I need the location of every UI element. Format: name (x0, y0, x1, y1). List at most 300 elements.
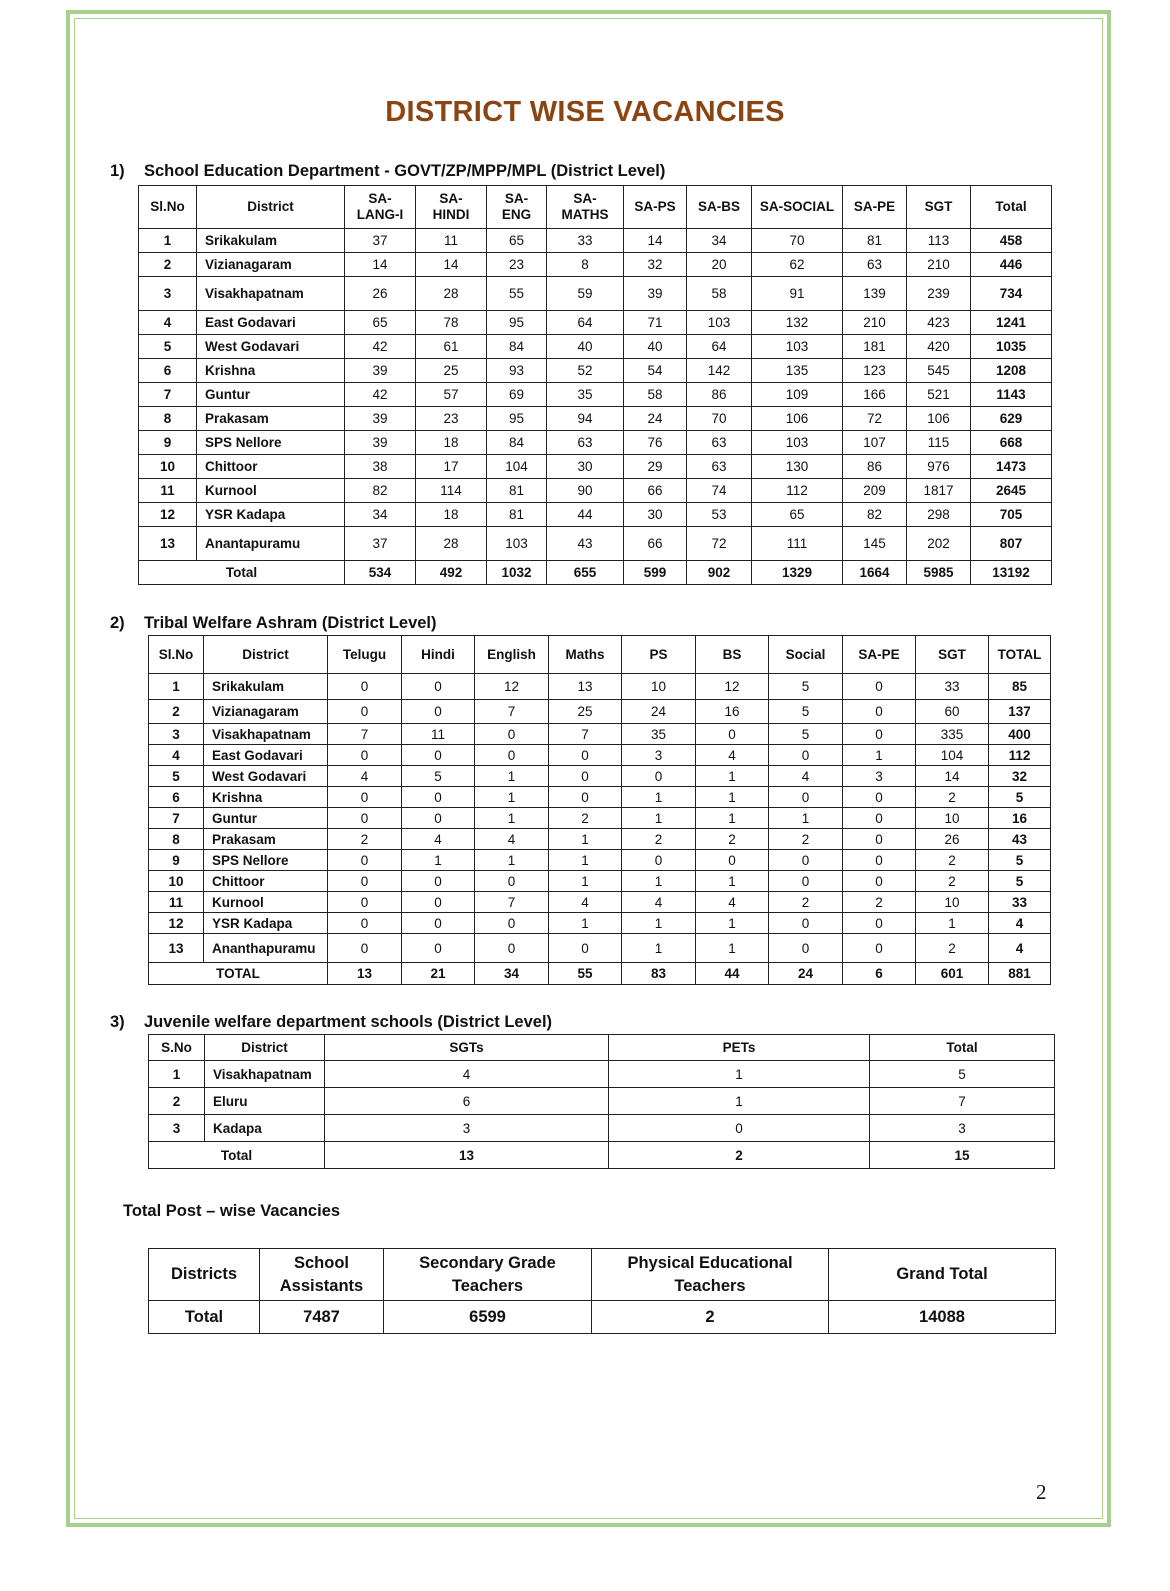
table-cell: 28 (416, 527, 487, 561)
table-cell: 39 (345, 431, 416, 455)
table-cell: 521 (907, 383, 971, 407)
table-cell: 103 (752, 431, 843, 455)
table-cell: 35 (622, 724, 696, 745)
table-cell: 4 (325, 1061, 609, 1088)
table-cell: 17 (416, 455, 487, 479)
table-cell: 3 (325, 1115, 609, 1142)
table-cell: 5 (139, 335, 197, 359)
table-cell: 85 (989, 674, 1051, 700)
total-cell: 24 (769, 963, 843, 985)
table-cell: 37 (345, 527, 416, 561)
table-cell: 545 (907, 359, 971, 383)
table-cell: 93 (487, 359, 547, 383)
total-cell: 492 (416, 561, 487, 585)
table-cell: 112 (989, 745, 1051, 766)
table-row (149, 892, 1051, 913)
table-row (139, 455, 1052, 479)
total-cell: 34 (475, 963, 549, 985)
total-label: Total (139, 561, 345, 585)
table-row (149, 724, 1051, 745)
district-cell: Kurnool (197, 479, 345, 503)
table-cell: 0 (696, 724, 769, 745)
table-cell: 1 (622, 787, 696, 808)
table-cell: 70 (687, 407, 752, 431)
table-cell: 0 (402, 871, 475, 892)
table-cell: 1143 (971, 383, 1052, 407)
table-cell: 5 (149, 766, 204, 787)
table-cell: 3 (870, 1115, 1055, 1142)
table-cell: 423 (907, 311, 971, 335)
table-cell: 74 (687, 479, 752, 503)
table-cell: 61 (416, 335, 487, 359)
table-cell: 5 (769, 724, 843, 745)
table-cell: 0 (328, 700, 402, 724)
table-cell: 58 (624, 383, 687, 407)
total-cell: 55 (549, 963, 622, 985)
table-cell: 1 (916, 913, 989, 934)
column-header: BS (696, 636, 769, 674)
table-cell: 0 (843, 871, 916, 892)
table-cell: 0 (475, 724, 549, 745)
table-cell: 59 (547, 277, 624, 311)
table-cell: 0 (843, 934, 916, 963)
table-cell: 78 (416, 311, 487, 335)
table-cell: 5 (402, 766, 475, 787)
total-cell: 13 (328, 963, 402, 985)
table-cell: 6 (325, 1088, 609, 1115)
table-cell: 1 (609, 1061, 870, 1088)
table-cell: 33 (916, 674, 989, 700)
table-cell: 1 (622, 871, 696, 892)
district-cell: Guntur (197, 383, 345, 407)
total-cell: 881 (989, 963, 1051, 985)
table-cell: 0 (475, 871, 549, 892)
table-cell: 10 (916, 892, 989, 913)
table-cell: 132 (752, 311, 843, 335)
table-cell: 5 (769, 674, 843, 700)
table-cell: 66 (624, 527, 687, 561)
table-cell: 82 (345, 479, 416, 503)
table-cell: 1 (149, 1061, 205, 1088)
table-cell: 420 (907, 335, 971, 359)
table-cell: 0 (328, 934, 402, 963)
district-cell: Prakasam (197, 407, 345, 431)
table-cell: 103 (487, 527, 547, 561)
table-cell: 81 (487, 479, 547, 503)
table-cell: 807 (971, 527, 1052, 561)
column-header: Social (769, 636, 843, 674)
district-cell: Srikakulam (197, 229, 345, 253)
table-cell: 1 (696, 808, 769, 829)
table-cell: 65 (345, 311, 416, 335)
table-cell: 458 (971, 229, 1052, 253)
table-cell: 446 (971, 253, 1052, 277)
table-row (139, 527, 1052, 561)
column-header: SGT (916, 636, 989, 674)
table-cell: 7 (139, 383, 197, 407)
table-cell: 202 (907, 527, 971, 561)
table-cell: 95 (487, 407, 547, 431)
table-cell: 103 (687, 311, 752, 335)
column-header: Maths (549, 636, 622, 674)
table-cell: 629 (971, 407, 1052, 431)
tribal-welfare-table (148, 635, 1051, 985)
table-cell: 0 (769, 913, 843, 934)
table-cell: 69 (487, 383, 547, 407)
column-header: SA-BS (687, 186, 752, 229)
column-header: SA- MATHS (547, 186, 624, 229)
table-cell: 1 (843, 745, 916, 766)
table-cell: 28 (416, 277, 487, 311)
district-cell: Srikakulam (204, 674, 328, 700)
total-cell: 2 (592, 1301, 829, 1334)
table-row (139, 311, 1052, 335)
table-row (139, 335, 1052, 359)
table-cell: 66 (624, 479, 687, 503)
table-cell: 7 (549, 724, 622, 745)
column-header: Telugu (328, 636, 402, 674)
table-row (139, 359, 1052, 383)
table-cell: 71 (624, 311, 687, 335)
table-row (139, 253, 1052, 277)
table-row (149, 850, 1051, 871)
table-cell: 0 (475, 934, 549, 963)
district-cell: Visakhapatnam (204, 724, 328, 745)
district-cell: East Godavari (197, 311, 345, 335)
table-cell: 13 (549, 674, 622, 700)
table-cell: 137 (989, 700, 1051, 724)
table-cell: 5 (769, 700, 843, 724)
table-cell: 38 (345, 455, 416, 479)
table-cell: 1 (475, 808, 549, 829)
table-cell: 6 (139, 359, 197, 383)
table-cell: 25 (549, 700, 622, 724)
total-row (149, 1142, 1055, 1169)
table-cell: 14 (416, 253, 487, 277)
table-cell: 60 (916, 700, 989, 724)
table-cell: 0 (402, 913, 475, 934)
table-cell: 29 (624, 455, 687, 479)
table-cell: 113 (907, 229, 971, 253)
section3-title: Juvenile welfare department schools (District Level) (144, 1013, 553, 1031)
total-cell: 13192 (971, 561, 1052, 585)
table-cell: 0 (843, 850, 916, 871)
table-cell: 24 (624, 407, 687, 431)
table-cell: 1 (402, 850, 475, 871)
table-cell: 94 (547, 407, 624, 431)
table-cell: 12 (149, 913, 204, 934)
table-cell: 7 (475, 700, 549, 724)
table-cell: 109 (752, 383, 843, 407)
table-cell: 14 (345, 253, 416, 277)
table-cell: 2 (328, 829, 402, 850)
table-row (149, 674, 1051, 700)
table-cell: 53 (687, 503, 752, 527)
table-cell: 5 (870, 1061, 1055, 1088)
column-header: District (197, 186, 345, 229)
column-header: Sl.No (139, 186, 197, 229)
table-cell: 3 (139, 277, 197, 311)
table-cell: 23 (416, 407, 487, 431)
table-cell: 4 (328, 766, 402, 787)
table-cell: 0 (843, 724, 916, 745)
total-cell: 14088 (829, 1301, 1056, 1334)
table-cell: 1241 (971, 311, 1052, 335)
table-cell: 2 (549, 808, 622, 829)
column-header: SA-SOCIAL (752, 186, 843, 229)
column-header: PETs (609, 1035, 870, 1061)
table-cell: 0 (843, 829, 916, 850)
table-cell: 0 (769, 787, 843, 808)
section2-number: 2) (110, 614, 125, 632)
table-cell: 0 (328, 913, 402, 934)
table-cell: 91 (752, 277, 843, 311)
table-cell: 7 (475, 892, 549, 913)
table-cell: 0 (402, 808, 475, 829)
district-cell: West Godavari (204, 766, 328, 787)
column-header: SGTs (325, 1035, 609, 1061)
section1-number: 1) (110, 162, 125, 180)
header-row (139, 186, 1052, 229)
table-cell: 72 (687, 527, 752, 561)
table-cell: 0 (475, 745, 549, 766)
total-cell: 21 (402, 963, 475, 985)
table-cell: 106 (752, 407, 843, 431)
district-cell: Chittoor (204, 871, 328, 892)
table-cell: 2 (916, 787, 989, 808)
table-cell: 0 (549, 745, 622, 766)
table-cell: 63 (687, 455, 752, 479)
table-cell: 40 (547, 335, 624, 359)
table-cell: 14 (624, 229, 687, 253)
section1-title: School Education Department - GOVT/ZP/MPP/MPL (District Level) (144, 162, 666, 180)
table-cell: 0 (475, 913, 549, 934)
table-cell: 4 (549, 892, 622, 913)
table-cell: 2 (916, 934, 989, 963)
table-cell: 4 (149, 745, 204, 766)
table-cell: 0 (402, 787, 475, 808)
table-cell: 8 (149, 829, 204, 850)
table-cell: 32 (989, 766, 1051, 787)
column-header: District (204, 636, 328, 674)
table-cell: 1 (696, 766, 769, 787)
table-cell: 58 (687, 277, 752, 311)
column-header: Hindi (402, 636, 475, 674)
table-cell: 44 (547, 503, 624, 527)
column-header: Sl.No (149, 636, 204, 674)
district-cell: Visakhapatnam (197, 277, 345, 311)
column-header: English (475, 636, 549, 674)
table-cell: 0 (549, 787, 622, 808)
table-cell: 62 (752, 253, 843, 277)
table-cell: 976 (907, 455, 971, 479)
table-cell: 12 (475, 674, 549, 700)
table-cell: 10 (139, 455, 197, 479)
table-cell: 52 (547, 359, 624, 383)
table-cell: 145 (843, 527, 907, 561)
table-cell: 1 (696, 787, 769, 808)
table-cell: 4 (475, 829, 549, 850)
table-row (139, 479, 1052, 503)
table-cell: 0 (843, 700, 916, 724)
table-cell: 181 (843, 335, 907, 359)
table-cell: 86 (687, 383, 752, 407)
table-cell: 1 (696, 913, 769, 934)
school-education-table (138, 185, 1052, 585)
table-cell: 2 (916, 850, 989, 871)
table-cell: 12 (139, 503, 197, 527)
table-cell: 86 (843, 455, 907, 479)
table-cell: 42 (345, 335, 416, 359)
table-cell: 111 (752, 527, 843, 561)
table-cell: 32 (624, 253, 687, 277)
total-post-wise-table (148, 1248, 1056, 1334)
table-cell: 33 (547, 229, 624, 253)
table-cell: 0 (696, 850, 769, 871)
total-label: TOTAL (149, 963, 328, 985)
table-cell: 10 (916, 808, 989, 829)
table-cell: 4 (402, 829, 475, 850)
total-cell: 1329 (752, 561, 843, 585)
table-cell: 35 (547, 383, 624, 407)
column-header: Total (870, 1035, 1055, 1061)
table-row (149, 745, 1051, 766)
table-cell: 4 (989, 913, 1051, 934)
column-header: Physical Educational Teachers (592, 1249, 829, 1301)
table-cell: 1 (622, 913, 696, 934)
table-cell: 26 (345, 277, 416, 311)
table-cell: 11 (149, 892, 204, 913)
total-cell: 1032 (487, 561, 547, 585)
table-cell: 3 (843, 766, 916, 787)
table-cell: 64 (547, 311, 624, 335)
table-cell: 0 (328, 871, 402, 892)
header-row (149, 1035, 1055, 1061)
table-cell: 3 (149, 1115, 205, 1142)
table-cell: 30 (624, 503, 687, 527)
table-cell: 0 (769, 745, 843, 766)
table-row (139, 431, 1052, 455)
table-cell: 1 (549, 871, 622, 892)
column-header: SA-PS (624, 186, 687, 229)
table-cell: 14 (916, 766, 989, 787)
table-row (139, 383, 1052, 407)
table-cell: 1 (549, 850, 622, 871)
total-row (139, 561, 1052, 585)
table-cell: 0 (769, 871, 843, 892)
table-cell: 65 (487, 229, 547, 253)
header-row (149, 636, 1051, 674)
table-cell: 0 (402, 934, 475, 963)
table-row (149, 766, 1051, 787)
district-cell: Vizianagaram (204, 700, 328, 724)
table-cell: 130 (752, 455, 843, 479)
section3-heading (110, 1013, 552, 1032)
table-cell: 10 (149, 871, 204, 892)
district-cell: Guntur (204, 808, 328, 829)
total-label: Total (149, 1142, 325, 1169)
table-cell: 1 (609, 1088, 870, 1115)
table-cell: 114 (416, 479, 487, 503)
total-cell: 15 (870, 1142, 1055, 1169)
table-cell: 0 (843, 674, 916, 700)
table-cell: 39 (345, 359, 416, 383)
table-cell: 30 (547, 455, 624, 479)
table-cell: 0 (402, 745, 475, 766)
table-cell: 166 (843, 383, 907, 407)
table-cell: 81 (843, 229, 907, 253)
table-cell: 65 (752, 503, 843, 527)
table-cell: 11 (139, 479, 197, 503)
table-cell: 33 (989, 892, 1051, 913)
total-cell: 534 (345, 561, 416, 585)
total-cell: 1664 (843, 561, 907, 585)
table-cell: 1208 (971, 359, 1052, 383)
table-cell: 57 (416, 383, 487, 407)
district-cell: Chittoor (197, 455, 345, 479)
table-cell: 40 (624, 335, 687, 359)
district-cell: Ananthapuramu (204, 934, 328, 963)
table-cell: 18 (416, 431, 487, 455)
column-header: School Assistants (260, 1249, 384, 1301)
table-cell: 0 (549, 934, 622, 963)
table-cell: 4 (696, 892, 769, 913)
table-cell: 7 (149, 808, 204, 829)
table-cell: 90 (547, 479, 624, 503)
district-cell: Anantapuramu (197, 527, 345, 561)
table-cell: 4 (769, 766, 843, 787)
table-cell: 7 (870, 1088, 1055, 1115)
table-cell: 8 (139, 407, 197, 431)
table-cell: 55 (487, 277, 547, 311)
table-cell: 142 (687, 359, 752, 383)
table-row (149, 871, 1051, 892)
table-cell: 13 (149, 934, 204, 963)
table-cell: 63 (843, 253, 907, 277)
table-cell: 63 (547, 431, 624, 455)
page-title: DISTRICT WISE VACANCIES (385, 96, 785, 128)
table-cell: 39 (345, 407, 416, 431)
juvenile-welfare-table (148, 1034, 1055, 1169)
district-cell: Eluru (205, 1088, 325, 1115)
column-header: SA- HINDI (416, 186, 487, 229)
table-row (149, 787, 1051, 808)
table-cell: 43 (989, 829, 1051, 850)
column-header: Secondary Grade Teachers (384, 1249, 592, 1301)
table-row (149, 808, 1051, 829)
table-cell: 13 (139, 527, 197, 561)
total-cell: 6 (843, 963, 916, 985)
table-cell: 37 (345, 229, 416, 253)
total-cell: 601 (916, 963, 989, 985)
table-cell: 1 (139, 229, 197, 253)
table-cell: 81 (487, 503, 547, 527)
section4-heading: Total Post – wise Vacancies (123, 1202, 341, 1220)
table-row (149, 1115, 1055, 1142)
table-cell: 0 (328, 745, 402, 766)
table-cell: 7 (328, 724, 402, 745)
table-cell: 6 (149, 787, 204, 808)
table-cell: 0 (843, 913, 916, 934)
table-cell: 25 (416, 359, 487, 383)
district-cell: Kurnool (204, 892, 328, 913)
table-cell: 0 (328, 850, 402, 871)
column-header: Districts (149, 1249, 260, 1301)
table-cell: 2 (149, 700, 204, 724)
header-row (149, 1249, 1056, 1301)
total-cell: 2 (609, 1142, 870, 1169)
table-cell: 3 (149, 724, 204, 745)
